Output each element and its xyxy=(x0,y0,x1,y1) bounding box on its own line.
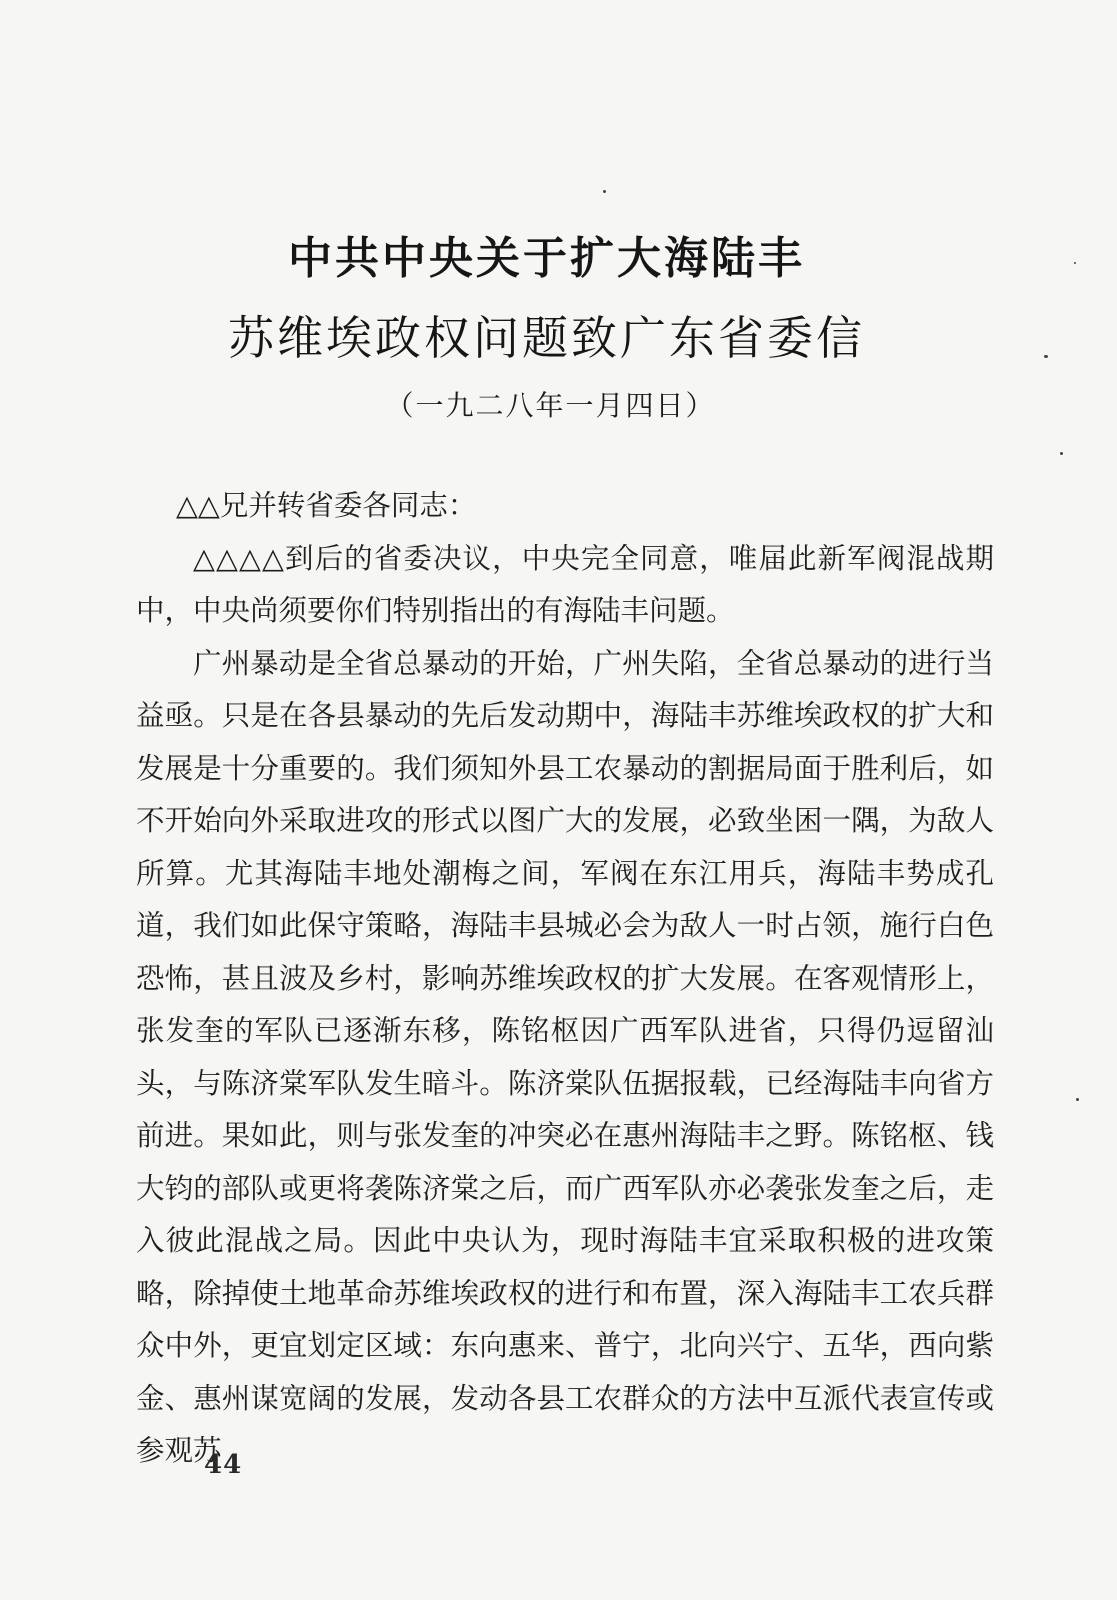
document-date: （一九二八年一月四日） xyxy=(385,389,716,422)
scan-speck xyxy=(1074,262,1076,264)
paragraph-1: △△△△到后的省委决议，中央完全同意，唯届此新军阀混战期中，中央尚须要你们特别指出的有海陆丰问题。 xyxy=(136,541,994,627)
scan-speck xyxy=(1044,355,1048,358)
scan-speck xyxy=(603,190,606,193)
paragraph-2: 广州暴动是全省总暴动的开始，广州失陷，全省总暴动的进行当益亟。只是在各县暴动的先后发动期中，海陆丰苏维埃政权的扩大和发展是十分重要的。我们须知外县工农暴动的割据局面于胜利后，如不开始向外采取进攻的形式以图广大的发展，必致坐困一隅，为敌人所算。尤其海陆丰地处潮梅之间，军阀在东江用兵，海陆丰势成孔道，我们如此保守策略，海陆丰县城必会为敌人一时占领，施行白色恐怖，甚且波及乡村，影响苏维埃政权的扩大发展。在客观情形上，张发奎的军队已逐渐东移，陈铭枢因广西军队进省，只得仍逗留汕头，与陈济棠军队发生暗斗。陈济棠队伍据报载，已经海陆丰向省方前进。果如此，则与张发奎的冲突必在惠州海陆丰之野。陈铭枢、钱大钧的部队或更将袭陈济棠之后，而广西军队亦必袭张发奎之后，走入彼此混战之局。因此中央认为，现时海陆丰宜采取积极的进攻策略，除掉使土地革命苏维埃政权的进行和布置，深入海陆丰工农兵群众中外，更宜划定区域：东向惠来、普宁，北向兴宁、五华，西向紫金、惠州谋宽阔的发展，发动各县工农群众的方法中互派代表宣传或参观苏 xyxy=(136,646,994,1467)
document-body xyxy=(136,480,994,1478)
document-title-line-2: 苏维埃政权问题致广东省委信 xyxy=(228,311,865,365)
scan-speck xyxy=(1076,1098,1079,1101)
document-title-line-1: 中共中央关于扩大海陆丰 xyxy=(288,233,805,284)
salutation: △△兄并转省委各同志： xyxy=(176,489,477,522)
scan-speck xyxy=(1060,452,1063,455)
page-number: 44 xyxy=(204,1450,243,1480)
